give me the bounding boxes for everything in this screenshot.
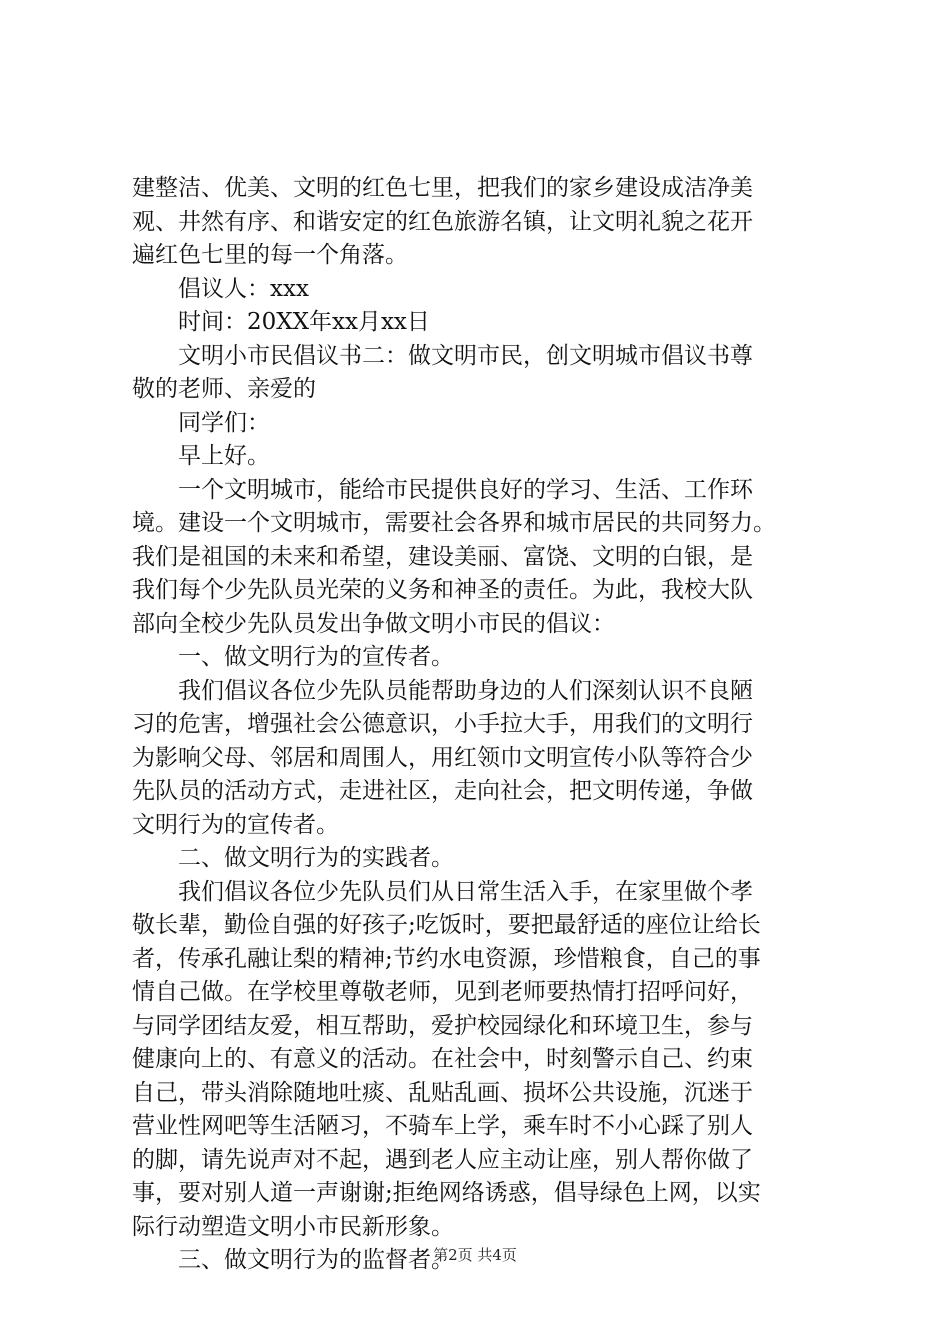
text-line: 文明小市民倡议书二：做文明市民，创文明城市倡议书尊 [178, 342, 753, 369]
text-line: 倡议人：xxx [178, 275, 309, 302]
text-line: 自己，带头消除随地吐痰、乱贴乱画、损坏公共设施，沉迷于 [132, 1079, 753, 1106]
text-line: 观、井然有序、和谐安定的红色旅游名镇，让文明礼貌之花开 [132, 208, 753, 235]
text-line: 早上好。 [178, 443, 270, 469]
text-line: 健康向上的、有意义的活动。在社会中，时刻警示自己、约束 [132, 1046, 753, 1072]
text-line: 事，要对别人道一声谢谢;拒绝网络诱惑，倡导绿色上网，以实 [132, 1180, 761, 1206]
text-line: 我们倡议各位少先队员能帮助身边的人们深刻认识不良陋 [178, 677, 753, 704]
text-line: 三、做文明行为的监督者。 [178, 1247, 454, 1273]
text-line: 为影响父母、邻居和周围人，用红领巾文明宣传小队等符合少 [132, 744, 753, 771]
text-line: 的脚，请先说声对不起，遇到老人应主动让座，别人帮你做了 [132, 1146, 753, 1173]
text-line: 二、做文明行为的实践者。 [178, 845, 454, 871]
text-line: 际行动塑造文明小市民新形象。 [132, 1213, 454, 1240]
text-line: 同学们： [178, 409, 270, 436]
document-body [132, 172, 832, 1278]
text-line: 习的危害，增强社会公德意识，小手拉大手，用我们的文明行 [132, 711, 753, 737]
text-line: 敬的老师、亲爱的 [132, 376, 316, 402]
text-line: 我们倡议各位少先队员们从日常生活入手，在家里做个孝 [178, 878, 753, 905]
text-line: 一个文明城市，能给市民提供良好的学习、生活、工作环 [178, 476, 753, 503]
page-footer: 第2页 共4页 [433, 1246, 517, 1264]
text-line: 情自己做。在学校里尊敬老师，见到老师要热情打招呼问好， [132, 979, 753, 1005]
text-line: 与同学团结友爱，相互帮助，爱护校园绿化和环境卫生，参与 [132, 1012, 753, 1039]
text-line: 者，传承孔融让梨的精神;节约水电资源，珍惜粮食，自己的事 [132, 945, 761, 972]
text-line: 一、做文明行为的宣传者。 [178, 644, 454, 670]
text-line: 境。建设一个文明城市，需要社会各界和城市居民的共同努力。 [132, 510, 776, 536]
text-line: 我们每个少先队员光荣的义务和神圣的责任。为此，我校大队 [132, 577, 753, 603]
text-line: 敬长辈，勤俭自强的好孩子;吃饭时，要把最舒适的座位让给长 [132, 912, 761, 938]
text-line: 遍红色七里的每一个角落。 [132, 242, 408, 268]
text-line: 文明行为的宣传者。 [132, 811, 339, 838]
text-line: 我们是祖国的未来和希望，建设美丽、富饶、文明的白银，是 [132, 543, 753, 570]
text-line: 时间：20XX年xx月xx日 [178, 309, 430, 335]
text-line: 先队员的活动方式，走进社区，走向社会，把文明传递，争做 [132, 778, 753, 804]
text-line: 部向全校少先队员发出争做文明小市民的倡议： [132, 610, 615, 637]
text-line: 建整洁、优美、文明的红色七里，把我们的家乡建设成洁净美 [132, 175, 753, 201]
text-line: 营业性网吧等生活陋习，不骑车上学，乘车时不小心踩了别人 [132, 1113, 753, 1139]
